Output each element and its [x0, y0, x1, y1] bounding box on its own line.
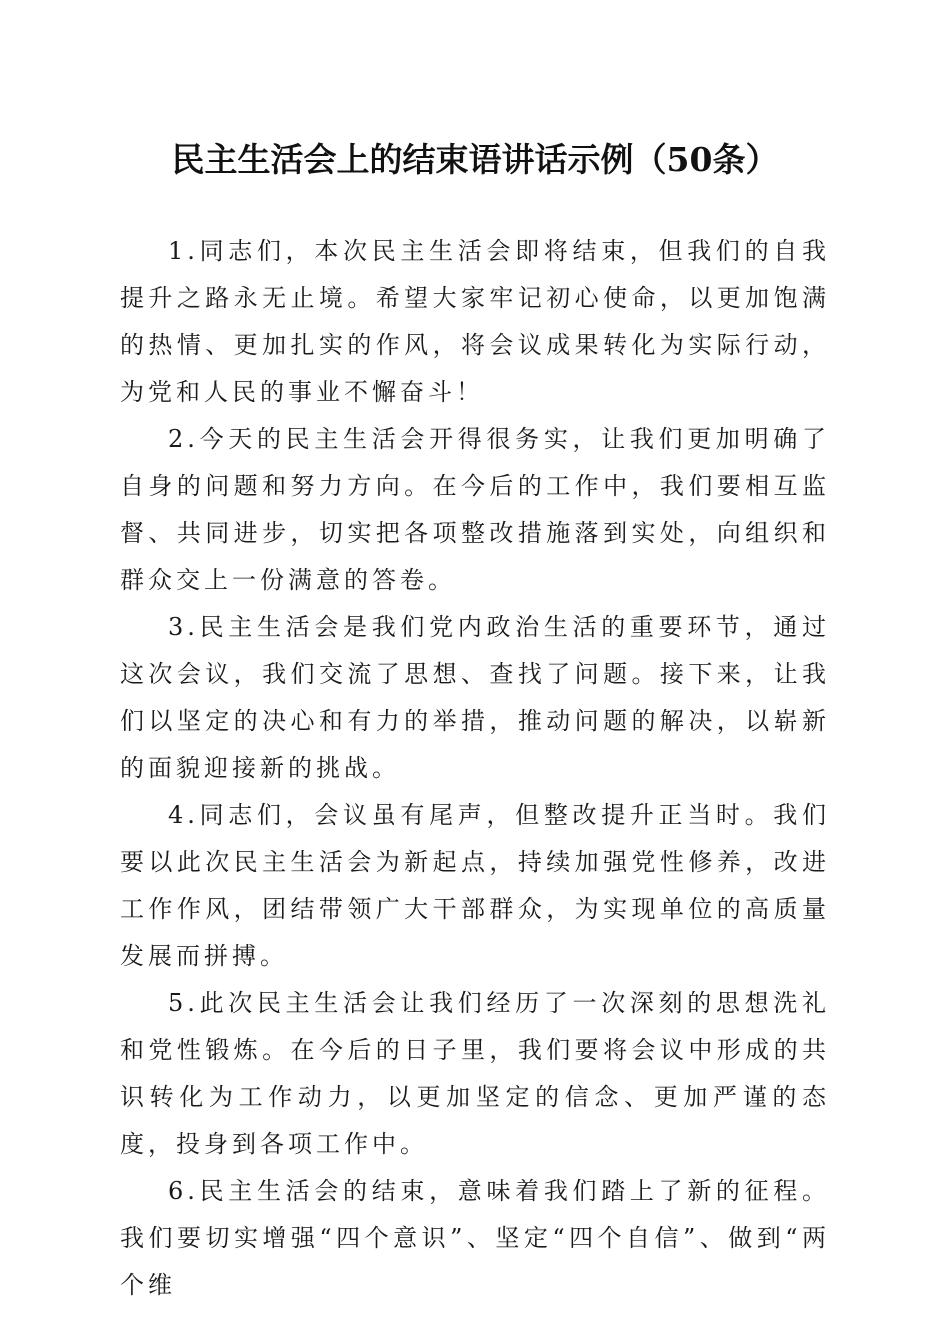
- paragraph-2: 2.今天的民主生活会开得很务实，让我们更加明确了自身的问题和努力方向。在今后的工作中，我们要相互监督、共同进步，切实把各项整改措施落到实处，向组织和群众交上一份满意的答卷。: [120, 425, 830, 594]
- paragraph-6: 6.民主生活会的结束，意味着我们踏上了新的征程。我们要切实增强“四个意识”、坚定“四个自信”、做到“两个维: [120, 1177, 830, 1299]
- paragraph-1: 1.同志们，本次民主生活会即将结束，但我们的自我提升之路永无止境。希望大家牢记初心使命，以更加饱满的热情、更加扎实的作风，将会议成果转化为实际行动，为党和人民的事业不懈奋斗！: [120, 237, 830, 406]
- paragraph-5: 5.此次民主生活会让我们经历了一次深刻的思想洗礼和党性锻炼。在今后的日子里，我们要将会议中形成的共识转化为工作动力，以更加坚定的信念、更加严谨的态度，投身到各项工作中。: [120, 989, 830, 1158]
- document-body: [120, 228, 830, 1309]
- document-title: 民主生活会上的结束语讲话示例（50条）: [171, 140, 779, 179]
- paragraph-4: 4.同志们，会议虽有尾声，但整改提升正当时。我们要以此次民主生活会为新起点，持续加强党性修养，改进工作作风，团结带领广大干部群众，为实现单位的高质量发展而拼搏。: [120, 801, 830, 970]
- paragraph-3: 3.民主生活会是我们党内政治生活的重要环节，通过这次会议，我们交流了思想、查找了问题。接下来，让我们以坚定的决心和有力的举措，推动问题的解决，以崭新的面貌迎接新的挑战。: [120, 613, 830, 782]
